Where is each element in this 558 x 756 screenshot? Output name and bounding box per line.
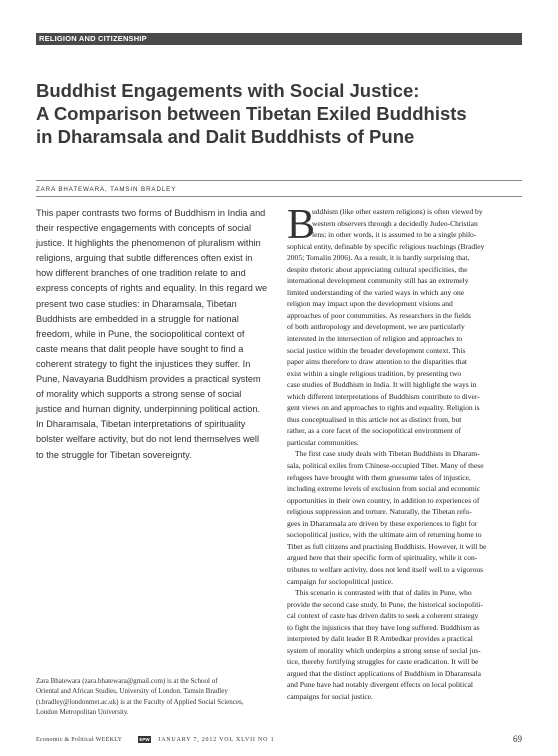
body-line: thus conceptualised in this article not as distinct from, but [287, 414, 462, 424]
body-line: rather, as a core facet of the sociopolitical environment of [287, 426, 462, 436]
body-line: sociopolitical justice, with the ultimate aim of returning home to [287, 530, 482, 540]
journal-name: Economic & Political WEEKLY [36, 737, 123, 743]
body-line: religion may impact upon the development visions and [287, 299, 453, 309]
epw-logo: EPW [139, 737, 150, 742]
body-line: The first case study deals with Tibetan Buddhists in Dharam- [295, 449, 480, 459]
abstract-line: This paper contrasts two forms of Buddhism in India and [36, 208, 266, 218]
drop-cap: B [287, 202, 316, 248]
authors: ZARA BHATEWARA, TAMSIN BRADLEY [36, 186, 177, 193]
section-tag: RELIGION AND CITIZENSHIP [39, 34, 147, 43]
body-line: religious suppression and torture. Naturally, the Tibetan refu- [287, 507, 472, 517]
title-line: A Comparison between Tibetan Exiled Buddhists [36, 103, 467, 124]
abstract-line: how different branches of one tradition relate to and [36, 268, 246, 279]
body-line: social justice within the broader development context. This [287, 345, 466, 355]
abstract-line: justice and human dignity, underpinning political action. [36, 404, 261, 415]
body-line: 2005; Tomalin 2006). As a result, it is hardly surprising that, [287, 253, 470, 263]
abstract-line: their respective engagements with concepts of social [36, 223, 252, 234]
body-line: argued that the distinct applications of Buddhism in Dharamsala [287, 668, 481, 678]
body-text [287, 202, 522, 703]
body-line: to fight the injustices that they have long suffered. Buddhism as [287, 622, 480, 632]
abstract-line: Pune, Navayana Buddhism provides a practical system [36, 374, 261, 385]
abstract-line: express concepts of rights and equality. In this regard we [36, 283, 268, 294]
body-line: despite rhetoric about appreciating cultural specificities, the [287, 264, 468, 274]
abstract-line: Buddhists are embedded in a struggle for national [36, 313, 239, 324]
body-line: interested in the intersection of religion and approaches to [287, 334, 463, 344]
body-line: of both anthropology and development, we are particularly [287, 322, 465, 332]
abstract-line: bolster welfare activity, but do not lend themselves well [36, 434, 259, 445]
body-line: provide the second case study. In Pune, the historical sociopoliti- [287, 599, 483, 609]
title-line: Buddhist Engagements with Social Justice: [36, 80, 420, 101]
body-line: refugees have brought with them gruesome tales of injustice, [287, 472, 471, 482]
abstract-line: religions, arguing that subtle differences often exist in [36, 253, 253, 264]
title-divider [36, 180, 522, 181]
body-line: campaign for sociopolitical justice. [287, 576, 394, 586]
abstract-line: to the struggle for Tibetan sovereignty. [36, 449, 192, 460]
body-line: campaigns for social justice. [287, 691, 373, 701]
body-line: This scenario is contrasted with that of dalits in Pune, who [295, 588, 472, 598]
body-line: paper aims therefore to draw attention to the disparities that [287, 357, 468, 367]
body-line: tributes to welfare activity, does not lend itself well to a vigorous [287, 564, 484, 574]
abstract-line: of morality which supports a strong sense of social [36, 389, 242, 400]
author-affiliation [36, 676, 276, 718]
abstract-line: caste means that dalit people have sought to find a [36, 343, 244, 354]
body-line: opportunities in their own country, in addition to experiences of [287, 495, 480, 505]
title-line: in Dharamsala and Dalit Buddhists of Pune [36, 126, 415, 147]
issue-info: JANUARY 7, 2012 VOL XLVII NO 1 [158, 737, 275, 743]
body-line: exist within a single religious tradition, by presenting two [287, 368, 462, 378]
affiliation-line: (t.bradley@londonmet.ac.uk) is at the Faculty of Applied Social Sciences, [36, 697, 244, 706]
page-number: 69 [513, 734, 522, 744]
body-line: western observers through a decidedly Judeo-Christian [312, 218, 478, 228]
abstract-line: freedom, while in Pune, the sociopolitical context of [36, 328, 245, 339]
body-line: which different interpretations of Buddhism contribute to diver- [287, 391, 480, 401]
body-line: gent views on and approaches to rights and equality. Religion is [287, 403, 480, 413]
article-title [36, 79, 516, 148]
section-header-bar [36, 33, 522, 45]
abstract [36, 206, 276, 463]
body-line: including extreme levels of exclusion from social and economic [287, 484, 481, 494]
abstract-line: present two case studies: in Dharamsala, Tibetan [36, 298, 237, 309]
affiliation-line: London Metropolitan University. [36, 708, 129, 717]
page-footer [36, 735, 522, 747]
affiliation-line: Zara Bhatewara (zara.bhatewara@gmail.com) is at the School of [36, 677, 218, 685]
abstract-line: coherent strategy to fight the injustices they suffer. In [36, 358, 251, 369]
body-line: case studies of Buddhism in India. It will highlight the ways in [287, 380, 477, 390]
body-line: international development community still has an extremely [287, 276, 469, 286]
abstract-line: In Dharamsala, Tibetan interpretations of spirituality [36, 419, 246, 430]
body-line: tice, thereby fortifying struggles for caste eradication. It will be [287, 657, 479, 667]
body-line: approaches of poor communities. As researchers in the fields [287, 310, 471, 320]
body-line: interpreted by dalit leader B R Ambedkar provides a practical [287, 634, 473, 644]
abstract-line: justice. It highlights the phenomenon of pluralism within [36, 238, 261, 249]
body-line: argued here that their specific form of spirituality, while it con- [287, 553, 478, 563]
body-line: sophical entity, definable by specific religious teachings (Bradley [287, 241, 485, 251]
authors-divider [36, 196, 522, 197]
body-line: gees in Dharamsala are driven by these experiences to fight for [287, 518, 478, 528]
body-line: uddhism (like other eastern religions) is often viewed by [312, 207, 483, 216]
body-line: Tibet as full citizens and practising Buddhists. However, it will be [287, 541, 487, 551]
affiliation-line: Oriental and African Studies, University of London. Tamsin Bradley [36, 687, 228, 696]
body-line: sala, political exiles from Chinese-occupied Tibet. Many of these [287, 461, 484, 471]
body-line: particular communities. [287, 437, 359, 447]
body-line: cal context of caste has driven dalits to seek a coherent strategy [287, 611, 479, 621]
body-line: system of morality which underpins a strong sense of social jus- [287, 645, 481, 655]
body-line: lens; in other words, it is assumed to be a single philo- [312, 230, 477, 240]
body-line: limited understanding of the varied ways in which any one [287, 287, 465, 297]
body-line: and Pune have had notably divergent effects on local political [287, 680, 474, 690]
